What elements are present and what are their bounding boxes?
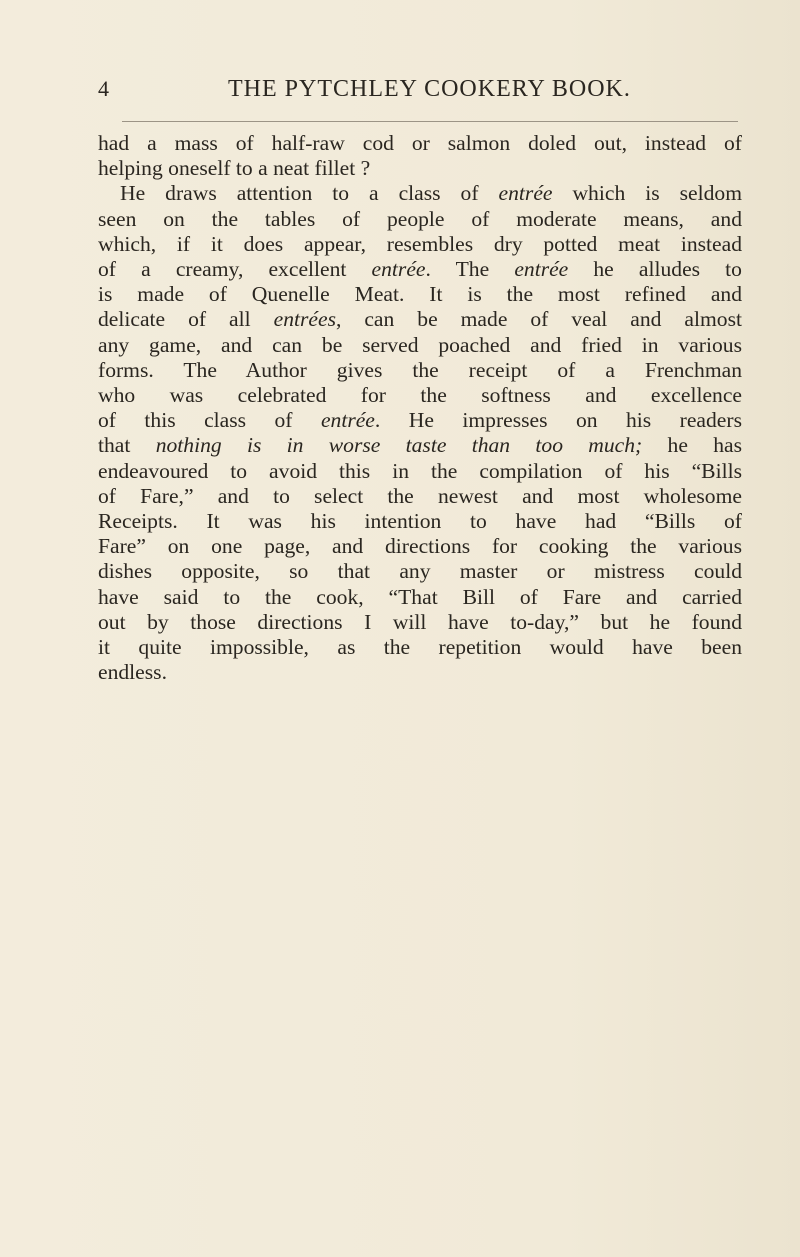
- italic-phrase: nothing is in worse taste than too much;: [155, 433, 643, 458]
- header-rule: [122, 121, 738, 122]
- italic-term: entrée: [371, 257, 426, 282]
- text-line: any game, and can be served poached and fried in various: [98, 332, 742, 357]
- text-line: had a mass of half-raw cod or salmon doled out, instead of: [98, 131, 742, 155]
- text-line: endless.: [98, 660, 167, 685]
- text-line: He draws attention to a class of entrée which is seldom: [120, 181, 742, 206]
- text-line: delicate of all entrées, can be made of veal and almost: [98, 307, 742, 332]
- text-line: who was celebrated for the softness and excellence: [98, 383, 742, 408]
- text-line: seen on the tables of people of moderate means, and: [98, 206, 742, 231]
- page-number: 4: [98, 76, 110, 101]
- text-line: endeavoured to avoid this in the compilation of his “Bills: [98, 458, 742, 483]
- text-line: dishes opposite, so that any master or mistress could: [98, 559, 742, 584]
- text-line: Receipts. It was his intention to have had “Bills of: [98, 509, 742, 534]
- text-line: of a creamy, excellent entrée. The entrée he alludes to: [98, 257, 742, 282]
- text-line: forms. The Author gives the receipt of a Frenchman: [98, 357, 742, 382]
- text-line: of Fare,” and to select the newest and most wholesome: [98, 483, 742, 508]
- text-line: that nothing is in worse taste than too much; he has: [98, 433, 743, 458]
- italic-term: entrée: [514, 257, 569, 282]
- body-text: [98, 131, 742, 685]
- text-line: is made of Quenelle Meat. It is the most refined and: [98, 282, 742, 307]
- text-line: out by those directions I will have to-day,” but he found: [98, 609, 742, 634]
- text-line: have said to the cook, “That Bill of Fare and carried: [98, 584, 742, 609]
- italic-term: entrée: [320, 408, 375, 433]
- page-header: [98, 76, 738, 108]
- text-line: of this class of entrée. He impresses on his readers: [98, 408, 742, 433]
- text-line: which, if it does appear, resembles dry potted meat instead: [98, 231, 742, 256]
- text-line: it quite impossible, as the repetition would have been: [98, 635, 742, 660]
- italic-term: entrées: [273, 307, 336, 332]
- text-line: helping oneself to a neat fillet ?: [98, 156, 371, 181]
- running-head: THE PYTCHLEY COOKERY BOOK.: [228, 76, 631, 102]
- text-line: Fare” on one page, and directions for cooking the various: [98, 534, 742, 559]
- italic-term: entrée: [498, 181, 553, 206]
